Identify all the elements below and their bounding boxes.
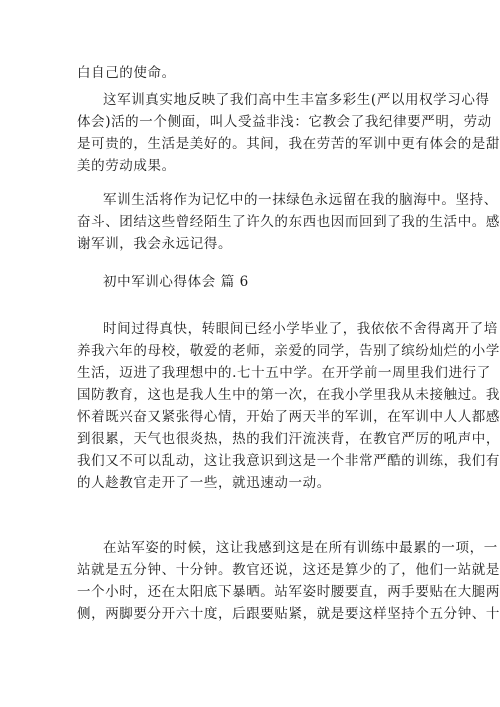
text-line: 体会)活的一个侧面，叫人受益非浅：它教会了我纪律要严明，劳动	[77, 114, 492, 130]
text-line: 这军训真实地反映了我们高中生丰富多彩生(严以用权学习心得	[103, 92, 490, 108]
text-line: 生活，迈进了我理想中的.七十五中学。在开学前一周里我们进行了	[77, 365, 491, 381]
text-line: 站就是五分钟、十分钟。教官还说，这还是算少的了，他们一站就是	[77, 562, 500, 578]
text-line: 一个小时，还在太阳底下暴晒。站军姿时腰要直，两手要贴在大腿两	[77, 584, 500, 600]
text-line: 是可贵的，生活是美好的。其间，我在劳苦的军训中更有体会的是甜	[77, 136, 500, 152]
text-line: 军训生活将作为记忆中的一抹绿色永远留在我的脑海中。坚持、	[103, 192, 498, 208]
text-line: 怀着既兴奋又紧张得心情，开始了两天半的军训，在军训中人人都感	[77, 409, 500, 425]
text-line: 的人趁教官走开了一些，就迅速动一动。	[77, 475, 331, 491]
paragraph-standing-posture	[77, 537, 500, 625]
text-line: 我们又不可以乱动，这让我意识到这是一个非常严酷的训练，我们有	[77, 453, 500, 469]
text-line: 美的劳动成果。	[77, 158, 176, 174]
text-line: 在站军姿的时候，这让我感到这是在所有训练中最累的一项，一	[103, 540, 498, 556]
text-line: 国防教育，这也是我人生中的第一次，在我小学里我从未接触过。我	[77, 387, 500, 403]
section-heading: 初中军训心得体会 篇 6	[103, 274, 249, 290]
paragraph-continuation	[77, 62, 432, 84]
text-line: 养我六年的母校，敬爱的老师，亲爱的同学，告别了缤纷灿烂的小学	[77, 343, 500, 359]
paragraph-middle-school-start	[77, 318, 500, 494]
text-line: 奋斗、团结这些曾经陌生了许久的东西也因而回到了我的生活中。感	[77, 214, 500, 230]
text-line: 谢军训，我会永远记得。	[77, 236, 233, 252]
paragraph-memory	[77, 189, 500, 255]
text-line: 白自己的使命。	[77, 65, 176, 81]
text-line: 到很累，天气也很炎热，热的我们汗流浃背，在教官严厉的吼声中，	[77, 431, 500, 447]
text-line: 时间过得真快，转眼间已经小学毕业了，我依依不舍得离开了培	[103, 321, 498, 337]
text-line: 侧，两脚要分开六十度，后跟要贴紧，就是要这样坚持个五分钟、十	[77, 606, 500, 622]
paragraph-military-training-reflection	[77, 89, 500, 177]
